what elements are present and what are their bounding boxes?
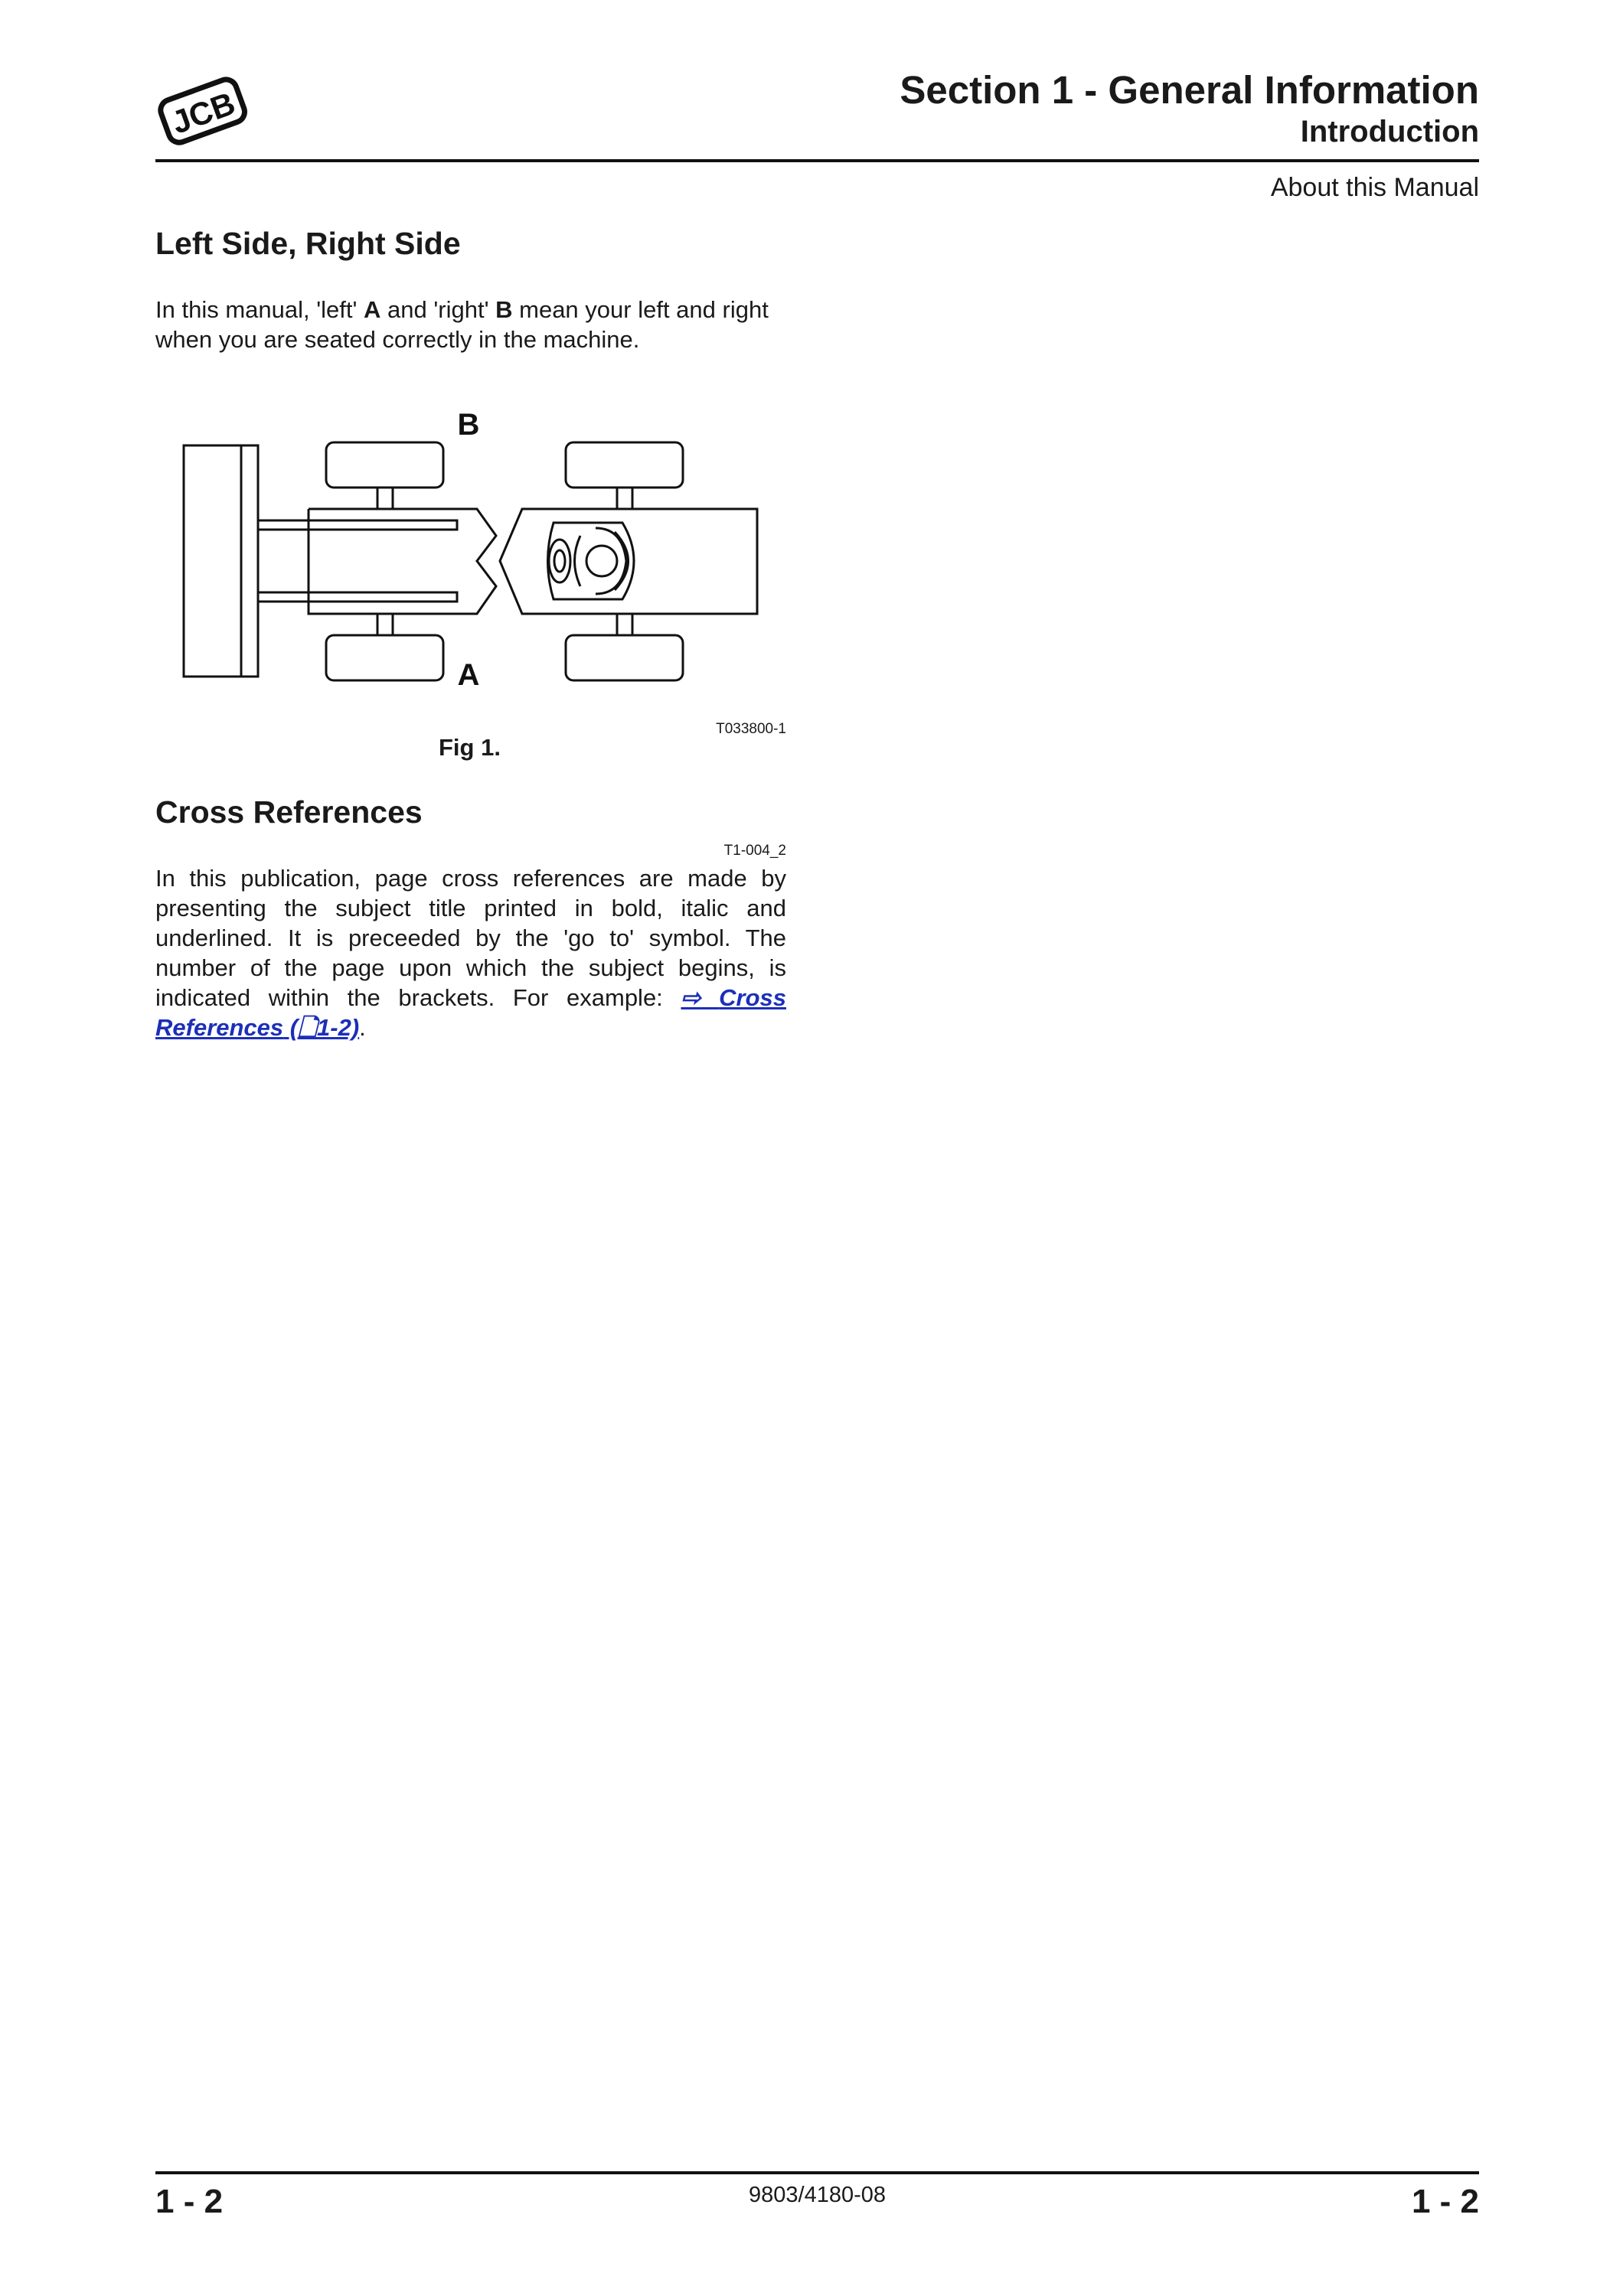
- label-a: A: [364, 296, 381, 323]
- text-segment: In this manual, 'left': [155, 296, 364, 323]
- text-reference-code: T1-004_2: [723, 843, 786, 859]
- page-icon: 🗋: [298, 1014, 318, 1041]
- topic-title: About this Manual: [1270, 173, 1479, 202]
- subsection-title: Introduction: [1300, 115, 1479, 148]
- document-number: 9803/4180-08: [749, 2183, 886, 2207]
- link-page: 1-2): [317, 1014, 360, 1041]
- text-segment: .: [359, 1014, 366, 1041]
- paragraph-left-right-side: [155, 295, 786, 354]
- figure-reference-code: T033800-1: [716, 721, 786, 737]
- figure-caption: Fig 1.: [439, 734, 501, 761]
- text-segment: In this publication, page cross references are made by presenting the subject title printed in bold, italic and underlined. It is preceeded by the 'go to' symbol. The number of the page upon which the subject begins, is indicated within the brackets. For example:: [155, 865, 786, 1011]
- figure-label-a: A: [457, 658, 480, 685]
- machine-top-view-figure: [155, 413, 791, 685]
- figure-label-b: B: [457, 413, 480, 442]
- jcb-logo: [157, 69, 249, 155]
- heading-cross-references: Cross References: [155, 794, 423, 830]
- footer-divider: [155, 2171, 1479, 2174]
- page-number-right: 1 - 2: [1411, 2183, 1479, 2220]
- text-segment: mean your left and right when you are seated correctly in the machine.: [155, 296, 769, 353]
- go-to-arrow-icon: ⇨: [681, 984, 701, 1011]
- front-frame: [309, 509, 496, 614]
- front-right-wheel: [326, 442, 443, 488]
- text-segment: and 'right': [380, 296, 496, 323]
- link-title: Cross References: [155, 984, 786, 1041]
- header-divider: [155, 159, 1479, 162]
- paragraph-cross-references: [155, 863, 786, 1042]
- loader-arm-lower: [258, 592, 457, 602]
- label-b: B: [495, 296, 513, 323]
- page-number-left: 1 - 2: [155, 2183, 224, 2220]
- link-open: (: [283, 1014, 299, 1041]
- section-title: Section 1 - General Information: [900, 68, 1479, 112]
- loader-arm-upper: [258, 520, 457, 530]
- heading-left-right-side: Left Side, Right Side: [155, 226, 461, 261]
- rear-right-wheel: [566, 442, 683, 488]
- svg-text:JCB: JCB: [166, 84, 240, 141]
- front-left-wheel: [326, 635, 443, 680]
- rear-left-wheel: [566, 635, 683, 680]
- bucket: [184, 445, 258, 677]
